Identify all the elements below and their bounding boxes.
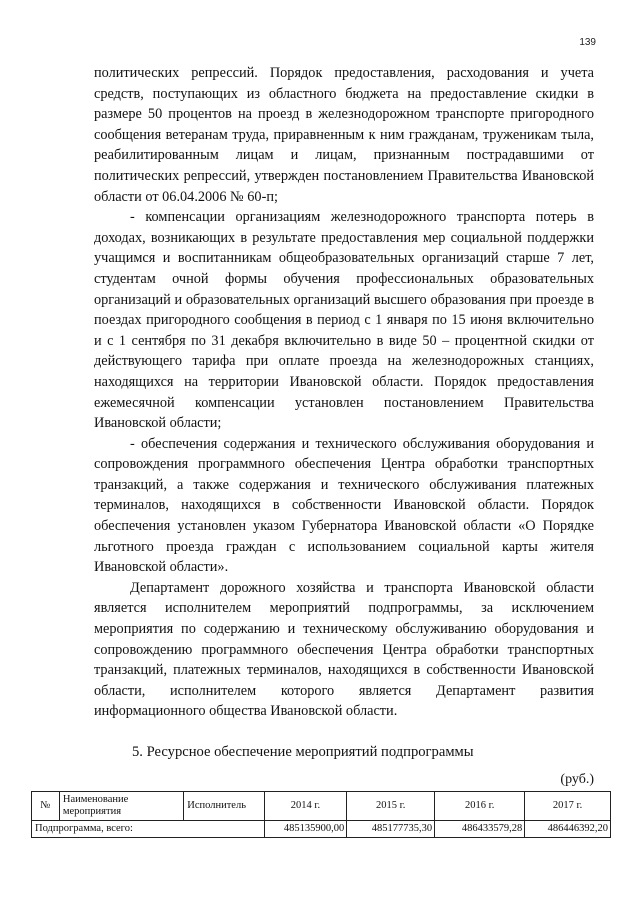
total-2017: 486446392,20: [525, 821, 611, 838]
section-title: 5. Ресурсное обеспечение мероприятий подпрограммы: [132, 744, 474, 760]
column-header-executor: Исполнитель: [184, 792, 264, 821]
table-header-row: [32, 792, 611, 821]
column-header-name: Наименование мероприятия: [59, 792, 183, 821]
column-header-2016: 2016 г.: [435, 792, 525, 821]
paragraph: - компенсации организациям железнодорожного транспорта потерь в доходах, возникающих в результате предоставления мер социальной поддержки учащимся и воспитанникам общеобразовательных организаций старше 7 лет, студентам очной формы обучения профессиональных образовательных организаций и образовательных организаций высшего образования при проезде в поездах пригородного сообщения в период с 1 января по 15 июня включительно и с 1 сентября по 31 декабря включительно в виде 50 – процентной скидки от действующего тарифа при оплате проезда на железнодорожных станциях, находящихся на территории Ивановской области. Порядок предоставления ежемесячной компенсации установлен постановлением Правительства Ивановской области;: [94, 209, 594, 432]
total-label: Подпрограмма, всего:: [32, 821, 265, 838]
column-header-2014: 2014 г.: [264, 792, 347, 821]
total-2015: 485177735,30: [347, 821, 435, 838]
currency-unit: (руб.): [560, 772, 594, 787]
column-header-2017: 2017 г.: [525, 792, 611, 821]
column-header-2015: 2015 г.: [347, 792, 435, 821]
paragraph: - обеспечения содержания и технического обслуживания оборудования и сопровождения программного обеспечения Центра обработки транспортных транзакций, а также содержания и технического обслуживания платежных терминалов, находящихся в собственности Ивановской области. Порядок обеспечения установлен указом Губернатора Ивановской области «О Порядке льготного проезда граждан с использованием социальной карты жителя Ивановской области».: [94, 435, 594, 576]
column-header-number: №: [32, 792, 60, 821]
paragraph: политических репрессий. Порядок предоставления, расходования и учета средств, поступающих из областного бюджета на предоставление скидки в размере 50 процентов на проезд в железнодорожном транспорте пригородного сообщения ветеранам труда, приравненным к ним гражданам, труженикам тыла, реабилитированным лицам и лицам, признанным пострадавшими от политических репрессий, утвержден постановлением Правительства Ивановской области от 06.04.2006 № 60-п;: [94, 65, 594, 205]
table-row: [32, 821, 611, 838]
total-2016: 486433579,28: [435, 821, 525, 838]
page-number: 139: [579, 37, 596, 48]
body-text: [94, 63, 594, 722]
total-2014: 485135900,00: [264, 821, 347, 838]
resource-table: [31, 791, 611, 838]
paragraph: Департамент дорожного хозяйства и транспорта Ивановской области является исполнителем мероприятий подпрограммы, за исключением мероприятия по содержанию и техническому обслуживанию оборудования и сопровождению программного обеспечения Центра обработки транспортных транзакций, платежных терминалов, находящихся в собственности Ивановской области, исполнителем которого является Департамент развития информационного общества Ивановской области.: [94, 579, 594, 720]
